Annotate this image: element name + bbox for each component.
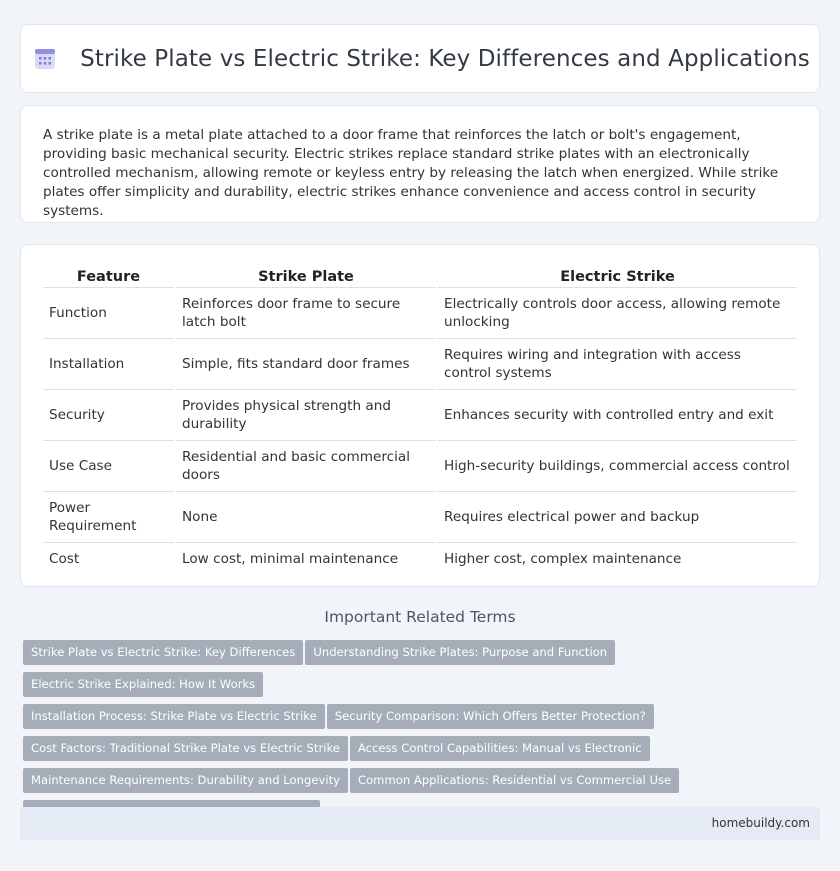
building-grid-icon — [30, 44, 60, 74]
cell-feature: Function — [43, 288, 175, 339]
table-header-row — [43, 263, 797, 288]
table-row — [43, 492, 797, 543]
table-row — [43, 441, 797, 492]
cell-strike-plate: None — [175, 492, 437, 543]
related-term-tag[interactable]: Strike Plate vs Electric Strike: Key Differences — [23, 640, 303, 665]
table-row — [43, 543, 797, 576]
related-term-tag[interactable]: Electric Strike Explained: How It Works — [23, 672, 263, 697]
cell-strike-plate: Reinforces door frame to secure latch bolt — [175, 288, 437, 339]
cell-feature: Power Requirement — [43, 492, 175, 543]
intro-paragraph: A strike plate is a metal plate attached to a door frame that reinforces the latch or bolt's engagement, providing basic mechanical security. Electric strikes replace standard strike plates with an electronically controlled mechanism, allowing remote or keyless entry by releasing the latch when energized. While strike plates offer simplicity and durability, electric strikes enhance convenience and access control in security systems. — [43, 127, 779, 219]
related-term-tag[interactable]: Cost Factors: Traditional Strike Plate vs Electric Strike — [23, 736, 348, 761]
related-term-tag[interactable]: Installation Process: Strike Plate vs Electric Strike — [23, 704, 325, 729]
cell-electric-strike: Requires electrical power and backup — [437, 492, 797, 543]
related-term-tag[interactable]: Maintenance Requirements: Durability and Longevity — [23, 768, 348, 793]
cell-electric-strike: Requires wiring and integration with access control systems — [437, 339, 797, 390]
related-terms-title: Important Related Terms — [324, 608, 516, 626]
cell-electric-strike: Enhances security with controlled entry and exit — [437, 390, 797, 441]
cell-electric-strike: Higher cost, complex maintenance — [437, 543, 797, 576]
cell-feature: Use Case — [43, 441, 175, 492]
table-row — [43, 390, 797, 441]
cell-feature: Installation — [43, 339, 175, 390]
footer — [20, 807, 820, 840]
related-term-tag[interactable]: Understanding Strike Plates: Purpose and Function — [305, 640, 615, 665]
column-header-electric-strike: Electric Strike — [437, 263, 797, 288]
cell-strike-plate: Low cost, minimal maintenance — [175, 543, 437, 576]
intro-card — [20, 105, 820, 223]
footer-site-link[interactable]: homebuildy.com — [711, 816, 810, 830]
header-card — [20, 24, 820, 93]
column-header-strike-plate: Strike Plate — [175, 263, 437, 288]
cell-strike-plate: Simple, fits standard door frames — [175, 339, 437, 390]
column-header-feature: Feature — [76, 269, 141, 285]
table-row — [43, 339, 797, 390]
related-term-tag[interactable]: Access Control Capabilities: Manual vs Electronic — [350, 736, 650, 761]
cell-feature: Cost — [43, 543, 175, 576]
table-row — [43, 288, 797, 339]
cell-electric-strike: Electrically controls door access, allowing remote unlocking — [437, 288, 797, 339]
comparison-table — [43, 263, 797, 575]
page-title: Strike Plate vs Electric Strike: Key Differences and Applications — [80, 45, 810, 72]
cell-feature: Security — [43, 390, 175, 441]
cell-electric-strike: High-security buildings, commercial access control — [437, 441, 797, 492]
related-terms-list — [23, 640, 823, 832]
cell-strike-plate: Residential and basic commercial doors — [175, 441, 437, 492]
related-term-tag[interactable]: Security Comparison: Which Offers Better Protection? — [327, 704, 654, 729]
cell-strike-plate: Provides physical strength and durability — [175, 390, 437, 441]
related-term-tag[interactable]: Common Applications: Residential vs Commercial Use — [350, 768, 679, 793]
comparison-table-card — [20, 244, 820, 587]
